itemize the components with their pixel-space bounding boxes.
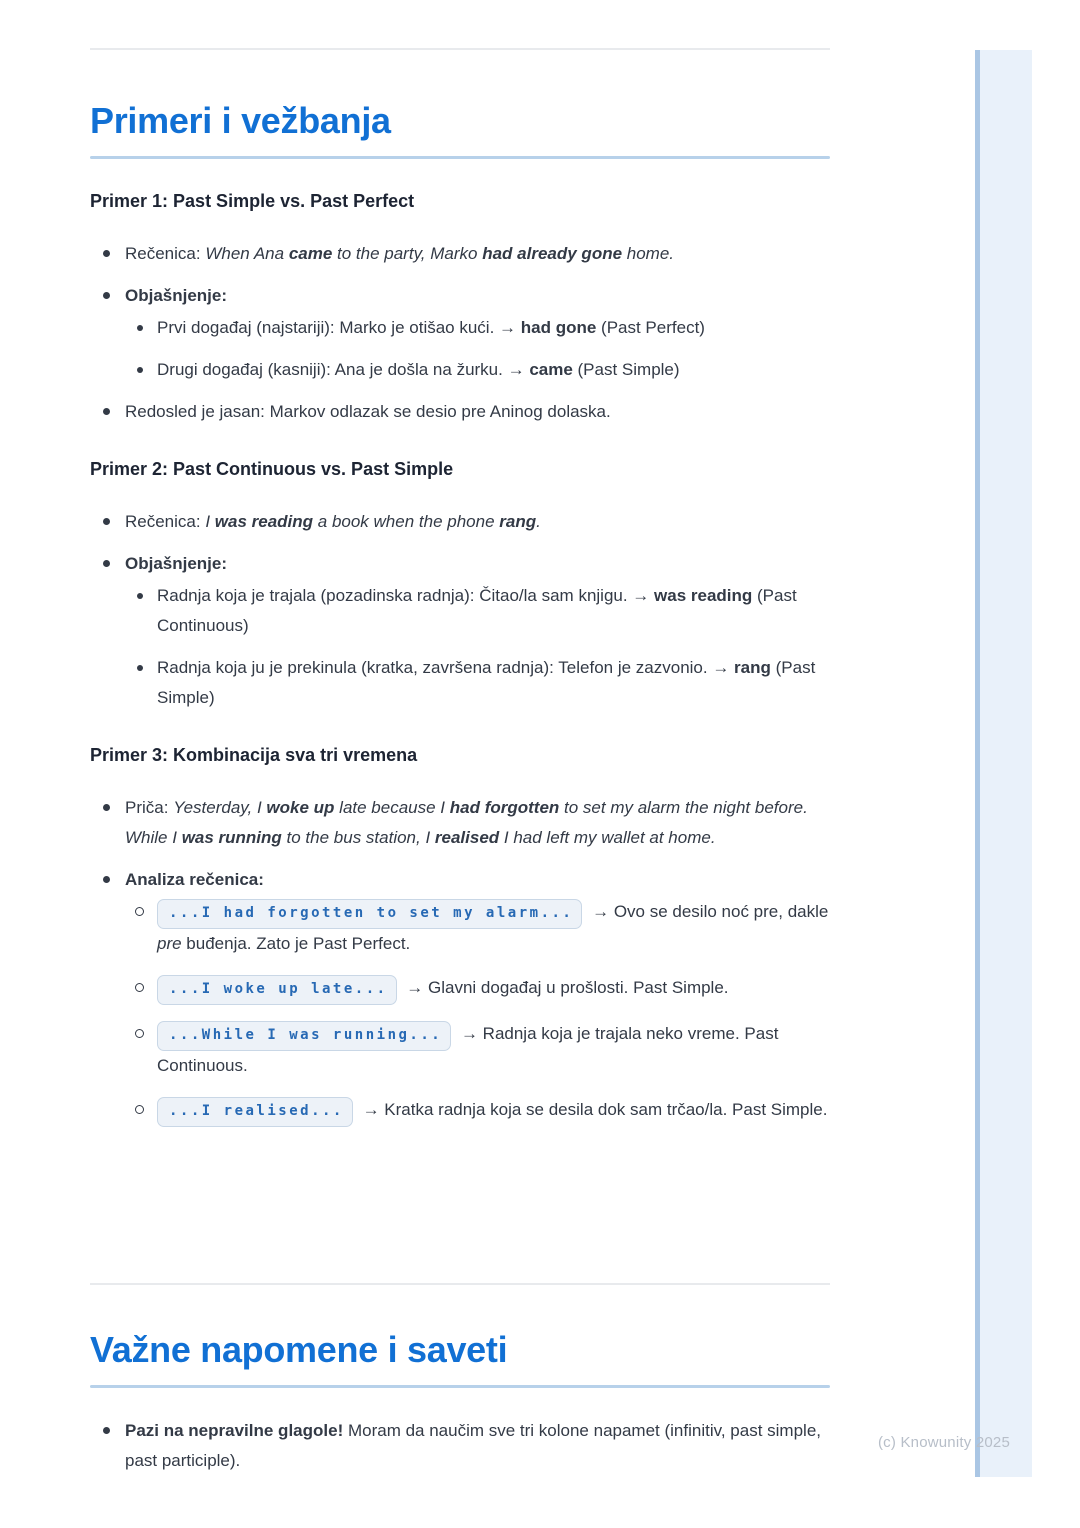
bullet-icon [103, 408, 110, 415]
bullet-icon [103, 560, 110, 567]
list-item-text [125, 281, 830, 311]
list-item-text [125, 793, 830, 853]
text-run: to set my alarm the night before. While I [125, 798, 808, 847]
text-run: was running [181, 828, 282, 847]
text-run: had already gone [482, 244, 623, 263]
text-run: → Kratka radnja koja se desila dok sam trčao/la. Past Simple. [357, 1100, 828, 1119]
text-run: I [205, 512, 215, 531]
bullet-icon [103, 1427, 110, 1434]
bullet-icon [103, 250, 110, 257]
bullet-icon [103, 804, 110, 811]
bullet-list [90, 1416, 830, 1476]
list-item [90, 239, 830, 269]
list-item [157, 653, 830, 713]
bullet-icon [103, 876, 110, 883]
list-item [90, 397, 830, 427]
text-run: had gone [520, 318, 597, 337]
section-title: Primeri i vežbanja [90, 100, 391, 141]
text-run: Analiza rečenica: [125, 870, 264, 889]
text-run: woke up [266, 798, 335, 817]
text-run: came [529, 360, 573, 379]
list-item [90, 793, 830, 853]
text-run: to the party, Marko [332, 244, 483, 263]
list-item-text [125, 549, 830, 579]
bullet-circle-icon [135, 1029, 144, 1038]
bullet-circle-icon [135, 907, 144, 916]
bullet-list [90, 239, 830, 427]
text-run: had forgotten [449, 798, 560, 817]
text-run: . [536, 512, 541, 531]
list-item-text [125, 397, 830, 427]
section-vazne-napomene [90, 1283, 830, 1488]
list-item [90, 549, 830, 713]
nested-bullet-list [125, 313, 830, 385]
text-run: (Past Simple) [157, 658, 816, 707]
list-item-text [125, 239, 830, 269]
list-item [157, 897, 830, 959]
text-run: Pazi na nepravilne glagole! [125, 1421, 344, 1440]
text-run: Yesterday, I [173, 798, 267, 817]
code-chip: ...I had forgotten to set my alarm... [157, 899, 582, 929]
list-item-text [157, 973, 830, 1005]
text-run: late because I [334, 798, 450, 817]
list-item [157, 1095, 830, 1127]
text-run: buđenja. Zato je Past Perfect. [181, 934, 411, 953]
bullet-icon [137, 665, 143, 671]
section-title-underline [90, 1385, 830, 1388]
text-run: Rečenica: [125, 512, 206, 531]
bullet-icon [137, 593, 143, 599]
text-run: Prvi događaj (najstariji): Marko je otišao kući. → [157, 318, 521, 337]
bullet-circle-icon [135, 983, 144, 992]
subsection-heading: Primer 1: Past Simple vs. Past Perfect [90, 191, 415, 211]
document-content [90, 0, 830, 1470]
list-item-text [157, 897, 830, 959]
page-edge-strip [975, 50, 1032, 1477]
copyright-watermark: (c) Knowunity 2025 [877, 1434, 1010, 1451]
text-run: a book when the phone [313, 512, 500, 531]
text-run: to the bus station, I [281, 828, 435, 847]
text-run: Objašnjenje: [125, 554, 228, 573]
list-item [157, 313, 830, 343]
section-title-underline [90, 156, 830, 159]
text-run: Moram da naučim sve tri kolone napamet (infinitiv, past simple, past participle). [125, 1421, 822, 1470]
text-run: realised [434, 828, 500, 847]
list-item [157, 581, 830, 641]
list-item [90, 865, 830, 1127]
list-item-text [125, 507, 830, 537]
code-chip: ...While I was running... [157, 1021, 451, 1051]
text-run: Drugi događaj (kasniji): Ana je došla na žurku. → [157, 360, 530, 379]
section-divider [90, 1283, 830, 1285]
text-run: When Ana [205, 244, 289, 263]
bullet-icon [103, 518, 110, 525]
nested-bullet-list [125, 581, 830, 713]
text-run: rang [499, 512, 537, 531]
top-divider [90, 48, 830, 50]
code-chip: ...I woke up late... [157, 975, 397, 1005]
text-run: Rečenica: [125, 244, 206, 263]
text-run: Radnja koja je trajala (pozadinska radnja): Čitao/la sam knjigu. → [157, 586, 655, 605]
text-run: was reading [654, 586, 753, 605]
text-run: rang [734, 658, 771, 677]
text-run: (Past Simple) [572, 360, 680, 379]
text-run: → Radnja koja je trajala neko vreme. Past Continuous. [157, 1024, 779, 1075]
list-item [90, 507, 830, 537]
text-run: → Glavni događaj u prošlosti. Past Simple. [401, 978, 729, 997]
text-run: (Past Perfect) [596, 318, 705, 337]
list-item-text [125, 865, 830, 895]
subsection-heading: Primer 3: Kombinacija sva tri vremena [90, 745, 418, 765]
list-item [90, 1416, 830, 1476]
section-primeri-i-vezbanja [90, 100, 830, 1127]
list-item [157, 973, 830, 1005]
text-run: Priča: [125, 798, 174, 817]
list-item-text [157, 581, 830, 641]
subsection-heading: Primer 2: Past Continuous vs. Past Simple [90, 459, 454, 479]
text-run: came [288, 244, 333, 263]
list-item-text [157, 313, 830, 343]
subsection-primer-3 [90, 743, 830, 1127]
list-item-text [157, 1019, 830, 1081]
text-run: pre [157, 934, 182, 953]
list-item-text [157, 1095, 830, 1127]
text-run: → Ovo se desilo noć pre, dakle [587, 902, 829, 921]
text-run: I had left my wallet at home. [499, 828, 716, 847]
section-title: Važne napomene i saveti [90, 1329, 508, 1370]
list-item [90, 281, 830, 385]
bullet-icon [137, 367, 143, 373]
bullet-circle-icon [135, 1105, 144, 1114]
bullet-list [90, 793, 830, 1127]
subsection-primer-1 [90, 189, 830, 427]
nested-bullet-list [125, 897, 830, 1127]
code-chip: ...I realised... [157, 1097, 353, 1127]
subsection-primer-2 [90, 457, 830, 713]
text-run: home. [622, 244, 675, 263]
list-item-text [157, 355, 830, 385]
list-item-text [157, 653, 830, 713]
text-run: Objašnjenje: [125, 286, 228, 305]
list-item [157, 355, 830, 385]
text-run: Redosled je jasan: Markov odlazak se desio pre Aninog dolaska. [125, 402, 611, 421]
list-item-text [125, 1416, 830, 1476]
bullet-icon [137, 325, 143, 331]
bullet-icon [103, 292, 110, 299]
list-item [157, 1019, 830, 1081]
text-run: was reading [214, 512, 314, 531]
bullet-list [90, 507, 830, 713]
text-run: Radnja koja ju je prekinula (kratka, završena radnja): Telefon je zazvonio. → [157, 658, 735, 677]
text-run: (Past Continuous) [157, 586, 797, 635]
